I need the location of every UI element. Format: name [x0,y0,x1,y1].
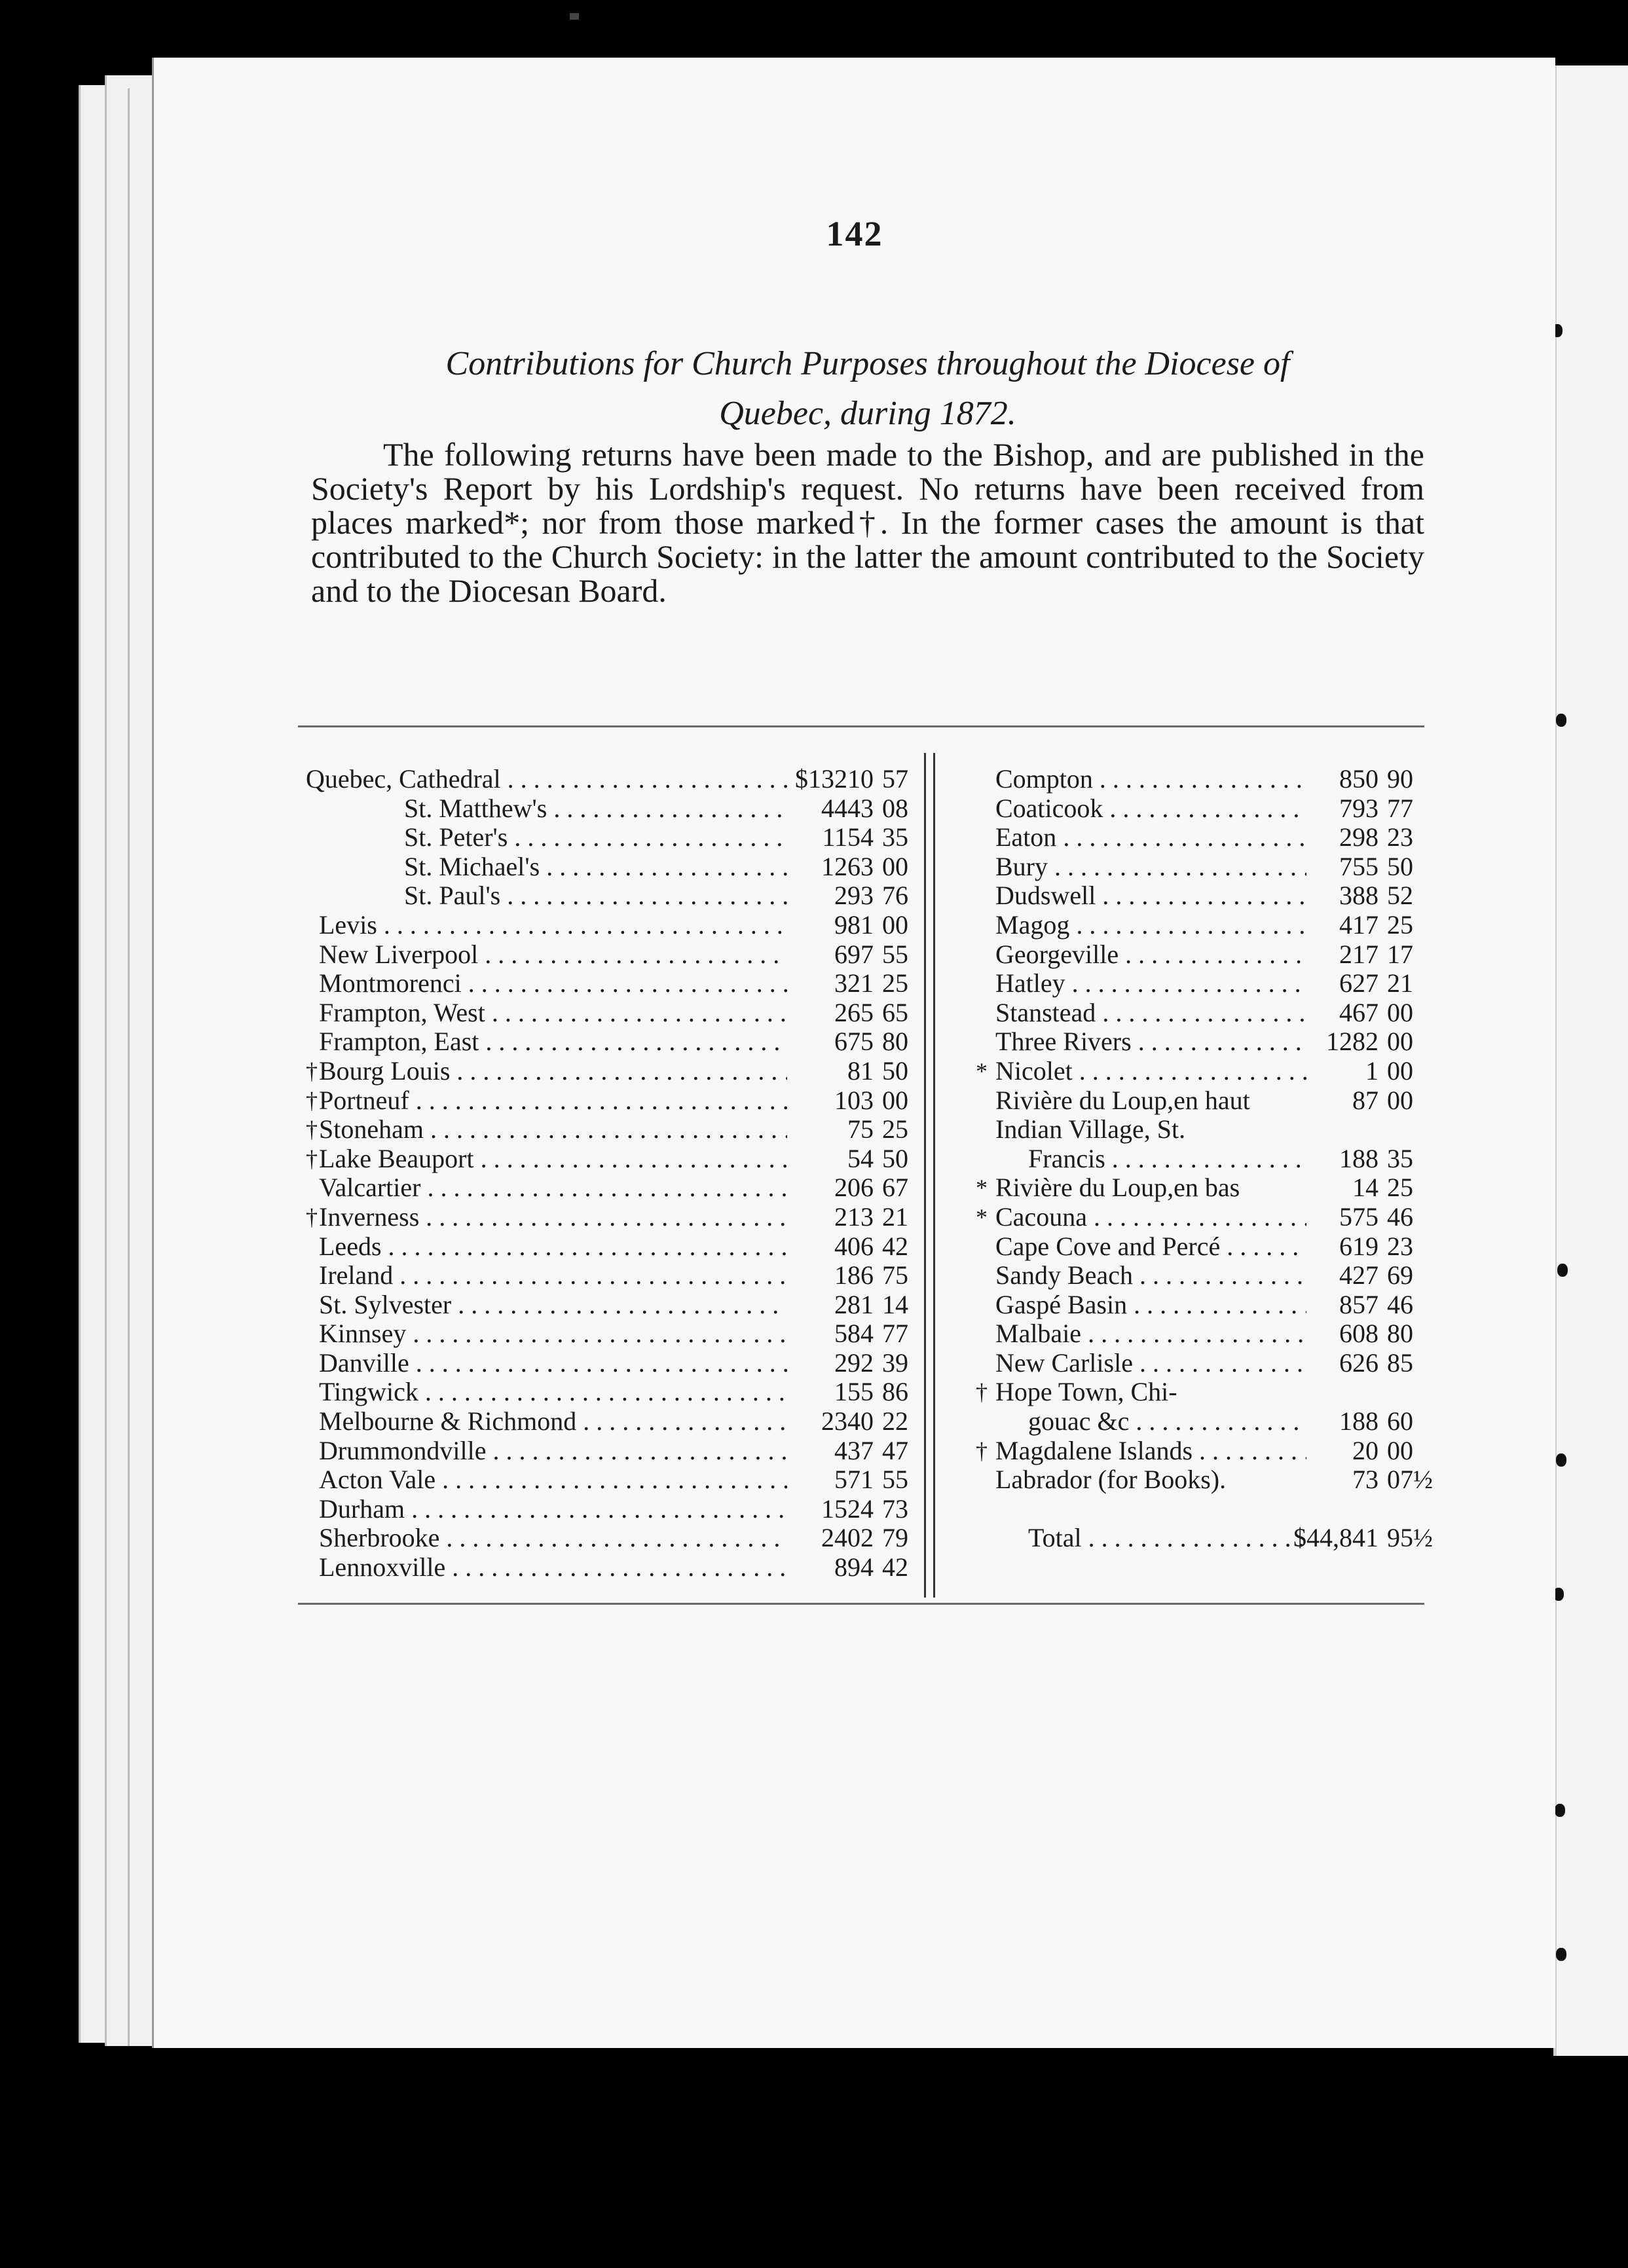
amount-dollars: 675 [834,1027,874,1057]
scan-speck [570,13,579,20]
contribution-row [976,1407,1434,1436]
contribution-row [306,1465,915,1495]
contribution-row [976,940,1434,970]
amount-dollars: 54 [847,1143,874,1173]
amount-dollars: 697 [834,939,874,969]
contribution-row [976,1349,1434,1378]
place-name: Coaticook . . . [995,794,1306,824]
contribution-row [976,1378,1434,1407]
place-name: St. Matthew's . . . [404,794,787,824]
amount-dollars: 2340 [821,1406,874,1436]
amount-dollars: 293 [834,881,874,911]
amount-dollars: 793 [1339,793,1378,823]
place-name: St. Peter's . . . [404,823,787,852]
place-name: Rivière du Loup,en bas [995,1173,1240,1203]
place-name: Gaspé Basin . . . [995,1290,1306,1320]
place-name: Frampton, East . . . [319,1027,787,1057]
place-name: Malbaie . . . [995,1319,1306,1349]
amount-dollars: 417 [1339,909,1378,940]
facing-page-edge [1553,65,1628,2056]
contribution-row [306,1261,915,1290]
amount-dollars: 857 [1339,1289,1378,1319]
amount-cents: 42 [882,1231,908,1261]
amount-cents: 73 [882,1493,908,1524]
amount-cents: 25 [882,1114,908,1144]
amount-dollars: 1282 [1326,1027,1378,1057]
amount-cents: 42 [882,1552,908,1582]
place-name: Cacouna . . . [995,1203,1306,1232]
title-line: Contributions for Church Purposes throughout the Diocese of [445,345,1290,382]
amount-dollars: 321 [834,968,874,998]
amount-dollars: 626 [1339,1347,1378,1378]
amount-dollars: 2402 [821,1523,874,1553]
amount-dollars: 467 [1339,997,1378,1027]
place-name: Ireland . . . [319,1261,787,1290]
amount-cents: 79 [882,1523,908,1553]
amount-dollars: 75 [847,1114,874,1144]
amount-cents: 80 [1387,1319,1413,1349]
amount-dollars: 298 [1339,822,1378,852]
contribution-row [976,1436,1434,1466]
place-name: Three Rivers . . . [995,1027,1306,1057]
amount-cents: 00 [882,909,908,940]
amount-dollars: 87 [1352,1085,1378,1115]
place-name: Indian Village, St. [995,1115,1186,1144]
place-name: Dudswell . . . [995,881,1306,911]
place-name: Hope Town, Chi- [995,1378,1177,1407]
contribution-row [306,969,915,998]
amount-cents: 23 [1387,1231,1413,1261]
amount-cents: 69 [1387,1260,1413,1290]
contribution-row [976,1173,1434,1203]
amount-cents: 00 [1387,997,1413,1027]
place-name: Drummondville . . . [319,1436,787,1466]
place-name: Kinnsey . . . [319,1319,787,1349]
amount-cents: 35 [882,822,908,852]
contribution-row [306,1144,915,1174]
contribution-row [976,881,1434,911]
amount-dollars: 388 [1339,881,1378,911]
amount-dollars: 1 [1365,1055,1378,1086]
table-bottom-rule [298,1603,1424,1605]
contribution-row [976,1086,1434,1116]
amount-cents: 00 [1387,1055,1413,1086]
binding-hole-mark [1555,1804,1565,1817]
contribution-row [306,1319,915,1349]
contribution-row [306,823,915,852]
place-name: Bourg Louis . . . [319,1057,787,1086]
amount-dollars: 571 [834,1465,874,1495]
place-name: gouac &c . . . [1028,1407,1306,1436]
amount-dollars: 188 [1339,1143,1378,1173]
amount-cents: 55 [882,939,908,969]
amount-cents: 65 [882,997,908,1027]
amount-dollars: 292 [834,1347,874,1378]
place-name: Hatley . . . [995,969,1306,998]
amount-dollars: 1524 [821,1493,874,1524]
contribution-row [976,1057,1434,1086]
contribution-row [306,852,915,882]
contribution-row [306,1407,915,1436]
contribution-row [306,940,915,970]
amount-cents: 77 [1387,793,1413,823]
amount-cents: 00 [1387,1085,1413,1115]
place-name: Eaton . . . [995,823,1306,852]
amount-dollars: 981 [834,909,874,940]
contribution-row [306,1027,915,1057]
amount-cents: 25 [1387,909,1413,940]
amount-cents: 25 [882,968,908,998]
row-marker: † [306,1145,318,1172]
column-divider [924,753,926,1598]
place-name: New Carlisle . . . [995,1349,1306,1378]
row-marker: † [306,1203,318,1230]
amount-dollars: 1263 [821,851,874,881]
book-page [152,58,1555,2048]
contribution-row [306,1553,915,1582]
amount-dollars: 206 [834,1173,874,1203]
total-row [976,1524,1434,1553]
amount-cents: 21 [1387,968,1413,998]
amount-cents: 00 [1387,1027,1413,1057]
contribution-row [976,1261,1434,1290]
amount-cents: 76 [882,881,908,911]
place-name: Compton . . . [995,765,1306,794]
place-name: Danville . . . [319,1349,787,1378]
amount-dollars: 103 [834,1085,874,1115]
row-marker: † [306,1087,318,1114]
amount-dollars: 619 [1339,1231,1378,1261]
amount-cents: 25 [1387,1173,1413,1203]
total-label: Total . . . [1028,1524,1303,1553]
total-dollars: $44,841 [1293,1522,1378,1552]
amount-cents: 46 [1387,1201,1413,1232]
amount-cents: 08 [882,793,908,823]
column-divider [933,753,935,1598]
amount-dollars: $13210 [795,764,874,794]
total-cents: 95½ [1387,1522,1433,1552]
page-number: 142 [826,214,883,253]
amount-cents: 86 [882,1377,908,1407]
amount-cents: 55 [882,1465,908,1495]
place-name: Durham . . . [319,1495,787,1524]
place-name: St. Paul's . . . [404,881,787,911]
amount-dollars: 1154 [822,822,874,852]
contribution-row [306,1115,915,1144]
amount-cents: 39 [882,1347,908,1378]
contribution-row [976,1027,1434,1057]
contribution-row [976,794,1434,824]
place-name: Rivière du Loup,en haut [995,1086,1250,1115]
place-name: Nicolet . . . [995,1057,1306,1086]
amount-cents: 67 [882,1173,908,1203]
amount-dollars: 265 [834,997,874,1027]
place-name: Georgeville . . . [995,940,1306,970]
binding-hole-mark [1557,1264,1568,1277]
amount-cents: 21 [882,1201,908,1232]
amount-cents: 50 [882,1143,908,1173]
amount-cents: 60 [1387,1406,1413,1436]
place-name: Bury . . . [995,852,1306,882]
amount-cents: 00 [1387,1435,1413,1465]
amount-cents: 47 [882,1435,908,1465]
amount-dollars: 627 [1339,968,1378,998]
amount-dollars: 894 [834,1552,874,1582]
amount-dollars: 217 [1339,939,1378,969]
contribution-row [306,1378,915,1407]
contribution-row [306,794,915,824]
amount-dollars: 186 [834,1260,874,1290]
place-name: Magdalene Islands . . . [995,1436,1306,1466]
title-line: Quebec, during 1872. [719,395,1016,432]
place-name: Inverness . . . [319,1203,787,1232]
amount-cents: 14 [882,1289,908,1319]
place-name: Lake Beauport . . . [319,1144,787,1174]
row-marker: † [306,1057,318,1084]
amount-cents: 77 [882,1319,908,1349]
amount-dollars: 427 [1339,1260,1378,1290]
contribution-row [976,765,1434,794]
amount-cents: 57 [882,764,908,794]
place-name: Portneuf . . . [319,1086,787,1116]
amount-cents: 17 [1387,939,1413,969]
contribution-row [976,1290,1434,1320]
contribution-row [306,765,915,794]
contribution-row [976,1115,1434,1144]
amount-dollars: 281 [834,1289,874,1319]
contribution-row [306,1349,915,1378]
contribution-row [306,1173,915,1203]
amount-cents: 00 [882,851,908,881]
amount-dollars: 575 [1339,1201,1378,1232]
amount-cents: 50 [882,1055,908,1086]
contribution-row [306,1290,915,1320]
place-name: Lennoxville . . . [319,1553,787,1582]
row-marker: * [976,1175,988,1201]
contribution-row [306,1057,915,1086]
amount-dollars: 73 [1352,1465,1378,1495]
place-name: Cape Cove and Percé . . . [995,1232,1306,1262]
contribution-row [976,911,1434,940]
binding-hole-mark [1556,714,1566,727]
place-name: Montmorenci . . . [319,969,787,998]
amount-dollars: 406 [834,1231,874,1261]
table-top-rule [298,725,1424,727]
amount-dollars: 20 [1352,1435,1378,1465]
contribution-row [976,1144,1434,1174]
row-marker: † [306,1116,318,1143]
place-name: Francis . . . [1028,1144,1306,1174]
left-contributions-column [306,765,915,1582]
contribution-row [976,823,1434,852]
place-name: Sherbrooke . . . [319,1524,787,1553]
amount-dollars: 584 [834,1319,874,1349]
amount-cents: 46 [1387,1289,1413,1319]
contribution-row [306,1203,915,1232]
contribution-row [976,969,1434,998]
amount-cents: 35 [1387,1143,1413,1173]
amount-cents: 85 [1387,1347,1413,1378]
contribution-row [976,998,1434,1028]
binding-hole-mark [1556,1948,1566,1961]
place-name: Stoneham . . . [319,1115,787,1144]
contribution-row [306,911,915,940]
contribution-row [976,1203,1434,1232]
place-name: Leeds . . . [319,1232,787,1262]
place-name: Sandy Beach . . . [995,1261,1306,1290]
contribution-row [976,1319,1434,1349]
amount-dollars: 81 [847,1055,874,1086]
place-name: St. Michael's . . . [404,852,787,882]
contribution-row [976,1465,1434,1495]
place-name: Labrador (for Books). [995,1465,1227,1495]
intro-paragraph: The following returns have been made to the Bishop, and are published in the Society's Report by his Lordship's request. No returns have been received from places marked*; nor from those marked†. In the former cases the amount is that contributed to the Church Society: in the latter the amount contributed to the Society and to the Diocesan Board. [311,436,1424,609]
contribution-row [306,1495,915,1524]
place-name: Magog . . . [995,911,1306,940]
amount-dollars: 188 [1339,1406,1378,1436]
page-title [311,339,1424,439]
place-name: Tingwick . . . [319,1378,787,1407]
contribution-row [976,852,1434,882]
contribution-row [976,1232,1434,1262]
amount-cents: 23 [1387,822,1413,852]
amount-dollars: 755 [1339,851,1378,881]
right-contributions-column [976,765,1434,1552]
amount-dollars: 608 [1339,1319,1378,1349]
amount-cents: 90 [1387,764,1413,794]
contribution-row [306,998,915,1028]
amount-dollars: 155 [834,1377,874,1407]
contribution-row [306,1232,915,1262]
contribution-row [306,1524,915,1553]
amount-dollars: 14 [1352,1173,1378,1203]
contribution-row [306,1436,915,1466]
row-marker: † [976,1379,988,1406]
place-name: St. Sylvester . . . [319,1290,787,1320]
place-name: Frampton, West . . . [319,998,787,1028]
amount-dollars: 4443 [821,793,874,823]
place-name: Stanstead . . . [995,998,1306,1028]
row-marker: * [976,1203,988,1230]
amount-cents: 50 [1387,851,1413,881]
amount-cents: 07½ [1387,1465,1433,1495]
place-name: Levis . . . [319,911,787,940]
place-name: Valcartier . . . [319,1173,787,1203]
binding-hole-mark [1556,1454,1566,1467]
contribution-row [306,1086,915,1116]
row-marker: † [976,1437,988,1464]
amount-dollars: 213 [834,1201,874,1232]
place-name: Quebec, Cathedral . . . [306,765,787,794]
contribution-row [306,881,915,911]
amount-cents: 00 [882,1085,908,1115]
amount-cents: 22 [882,1406,908,1436]
place-name: New Liverpool . . . [319,940,787,970]
amount-cents: 52 [1387,881,1413,911]
amount-dollars: 850 [1339,764,1378,794]
amount-cents: 80 [882,1027,908,1057]
amount-cents: 75 [882,1260,908,1290]
place-name: Acton Vale . . . [319,1465,787,1495]
row-marker: * [976,1057,988,1084]
amount-dollars: 437 [834,1435,874,1465]
place-name: Melbourne & Richmond . . . [319,1407,787,1436]
